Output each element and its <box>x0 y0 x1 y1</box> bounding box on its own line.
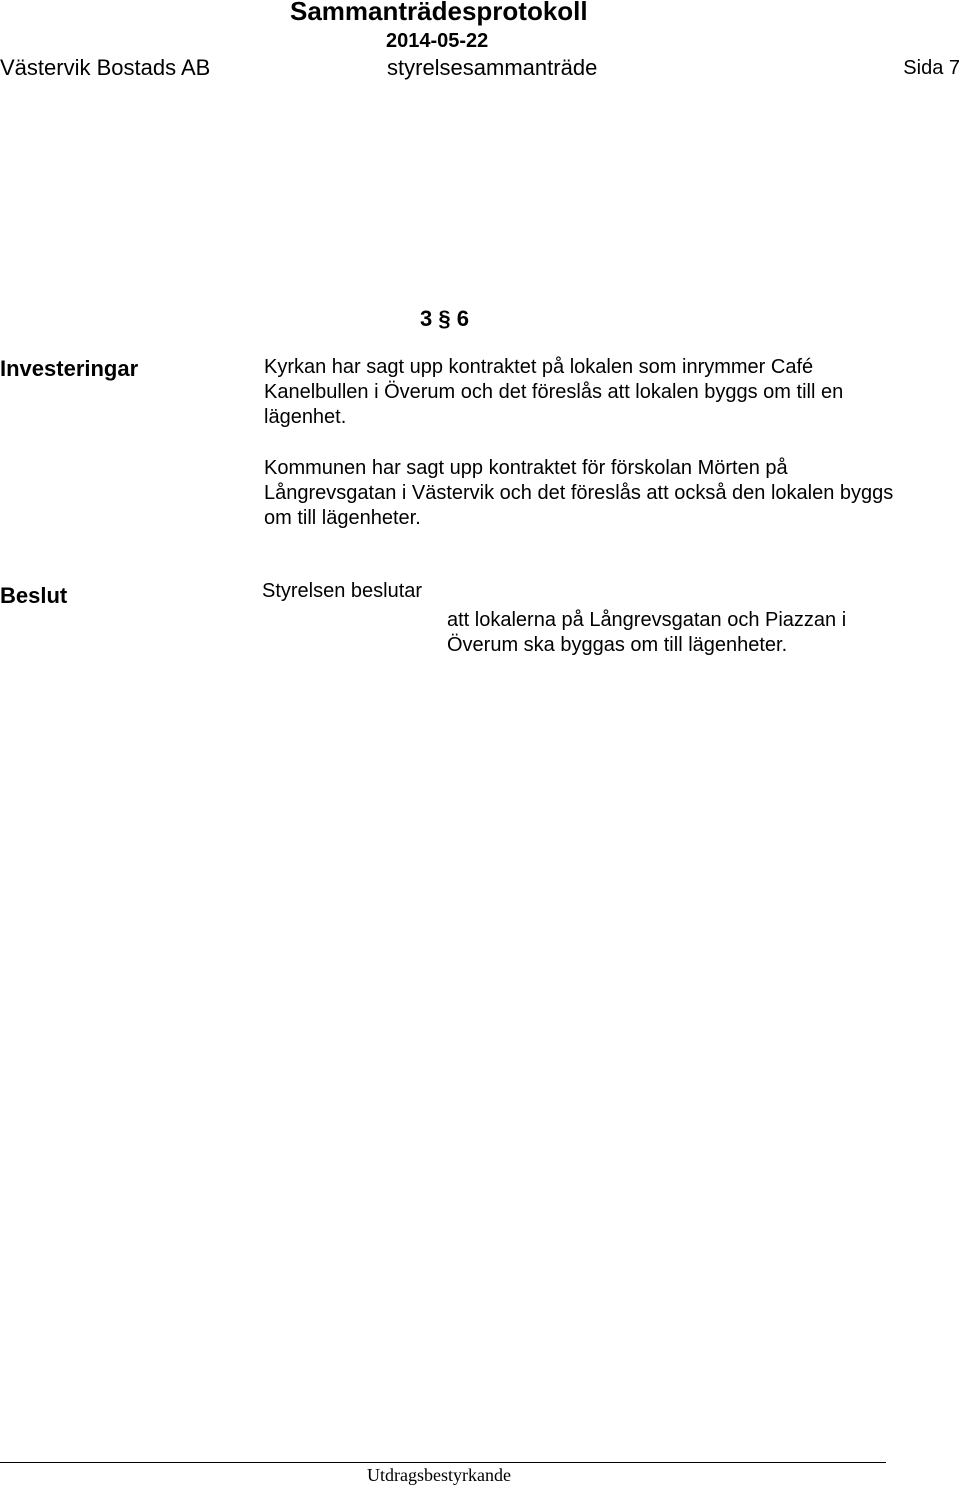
document-title: Sammanträdesprotokoll <box>290 0 588 26</box>
footer-label: Utdragsbestyrkande <box>367 1465 511 1485</box>
decision-intro: Styrelsen beslutar <box>262 580 423 602</box>
section-number: 3 § 6 <box>420 306 469 331</box>
footer-divider <box>0 1462 886 1463</box>
section-paragraph-1: Kyrkan har sagt upp kontraktet på lokalen som inrymmer Café Kanelbullen i Överum och det föreslås att lokalen byggs om till en lägenhet. <box>264 356 844 428</box>
meeting-type: styrelsesammanträde <box>387 55 598 80</box>
decision-heading: Beslut <box>0 583 68 608</box>
section-paragraph-2: Kommunen har sagt upp kontraktet för förskolan Mörten på Långrevsgatan i Västervik och det föreslås att också den lokalen byggs om till lägenheter. <box>264 457 894 529</box>
section-heading: Investeringar <box>0 356 139 381</box>
meeting-date: 2014-05-22 <box>386 30 489 52</box>
company-name: Västervik Bostads AB <box>0 55 211 80</box>
page-number: Sida 7 <box>903 57 960 79</box>
decision-text: att lokalerna på Långrevsgatan och Piazzan i Överum ska byggas om till lägenheter. <box>447 609 847 656</box>
